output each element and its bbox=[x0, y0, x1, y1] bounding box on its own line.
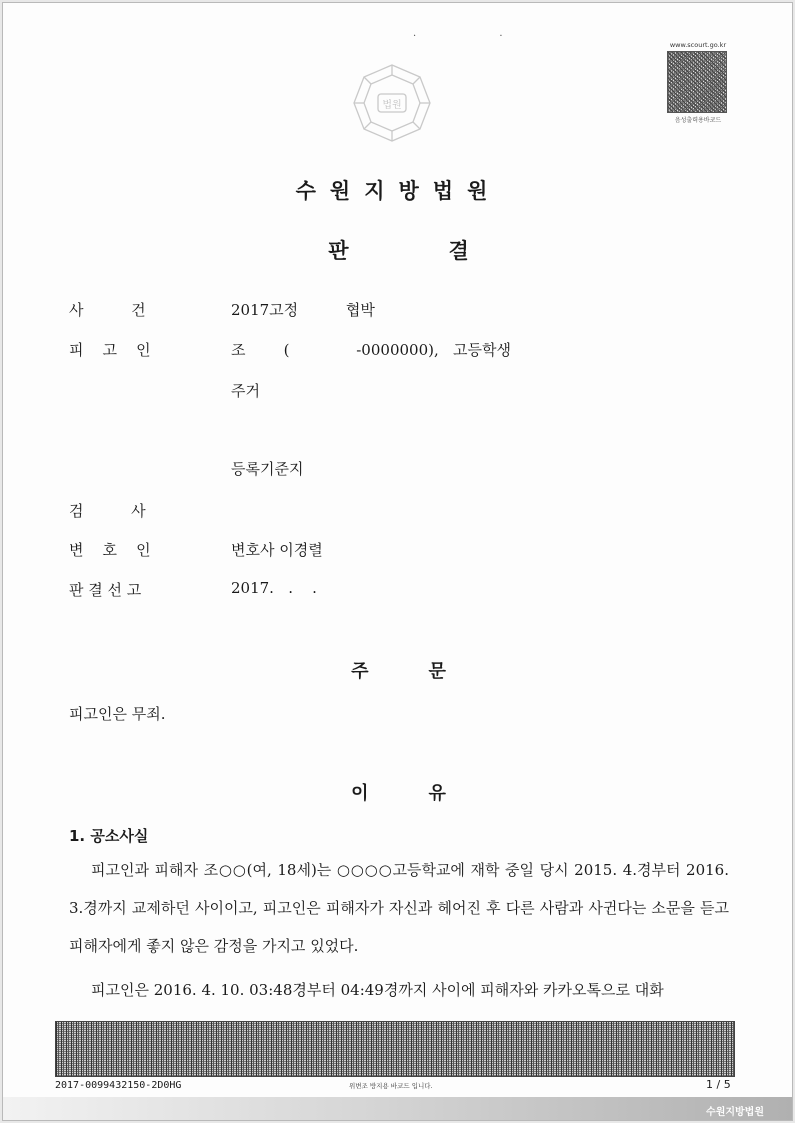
court-name: 수원지방법원 bbox=[295, 179, 502, 203]
reason-section-title: 이유 bbox=[351, 783, 506, 804]
voice-barcode bbox=[667, 51, 727, 113]
verdict-text: 피고인은 무죄. bbox=[69, 705, 166, 723]
defendant-label: 피 고 인 bbox=[69, 341, 151, 359]
case-label: 사 건 bbox=[69, 301, 146, 319]
sentencing-date-label: 판 결 선 고 bbox=[69, 581, 142, 599]
paragraph-2: 피고인은 2016. 4. 10. 03:48경부터 04:49경까지 사이에 피해자와 카카오톡으로 대화 bbox=[91, 981, 664, 999]
seal-text: 법원 bbox=[382, 100, 402, 111]
indictment-heading: 1. 공소사실 bbox=[69, 827, 149, 845]
court-seal-icon bbox=[350, 61, 434, 145]
defendant-value: 조 ( -0000000), 고등학생 bbox=[231, 341, 511, 359]
footer-band bbox=[3, 1097, 793, 1121]
counsel-value: 변호사 이경렬 bbox=[231, 541, 323, 559]
prosecutor-label: 검 사 bbox=[69, 502, 146, 520]
counsel-label: 변 호 인 bbox=[69, 541, 151, 559]
document-number: 2017-0099432150-2D0HG bbox=[55, 1080, 182, 1091]
order-section-title: 주문 bbox=[351, 661, 506, 682]
case-value: 2017고정 협박 bbox=[231, 301, 375, 319]
barcode-caption: 음성출력용바코드 bbox=[674, 117, 722, 124]
document-title: 판결 bbox=[328, 239, 569, 263]
registration-label: 등록기준지 bbox=[231, 460, 304, 478]
document-page bbox=[2, 2, 793, 1121]
anti-forgery-barcode bbox=[55, 1021, 735, 1077]
paragraph-1: 피고인과 피해자 조○○(여, 18세)는 ○○○○고등학교에 재학 중일 당시 2015. 4.경부터 2016. 3.경까지 교제하던 사이이고, 피고인은 피해자가 자신과 헤어진 후 다른 사람과 사귄다는 소문을 듣고 피해자에게 좋지 않은 감정을 가지고 있었다. bbox=[69, 861, 729, 955]
sentencing-date-value: 2017. . . bbox=[231, 579, 317, 597]
residence-label: 주거 bbox=[231, 382, 260, 400]
page-number: 1 / 5 bbox=[706, 1078, 731, 1091]
top-barcode-block bbox=[667, 41, 729, 124]
barcode-note: 위변조 방지용 바코드 입니다. bbox=[349, 1082, 433, 1090]
footer-court-name: 수원지방법원 bbox=[706, 1107, 764, 1118]
scan-dots: · · bbox=[413, 31, 543, 42]
court-url: www.scourt.go.kr bbox=[669, 41, 727, 49]
